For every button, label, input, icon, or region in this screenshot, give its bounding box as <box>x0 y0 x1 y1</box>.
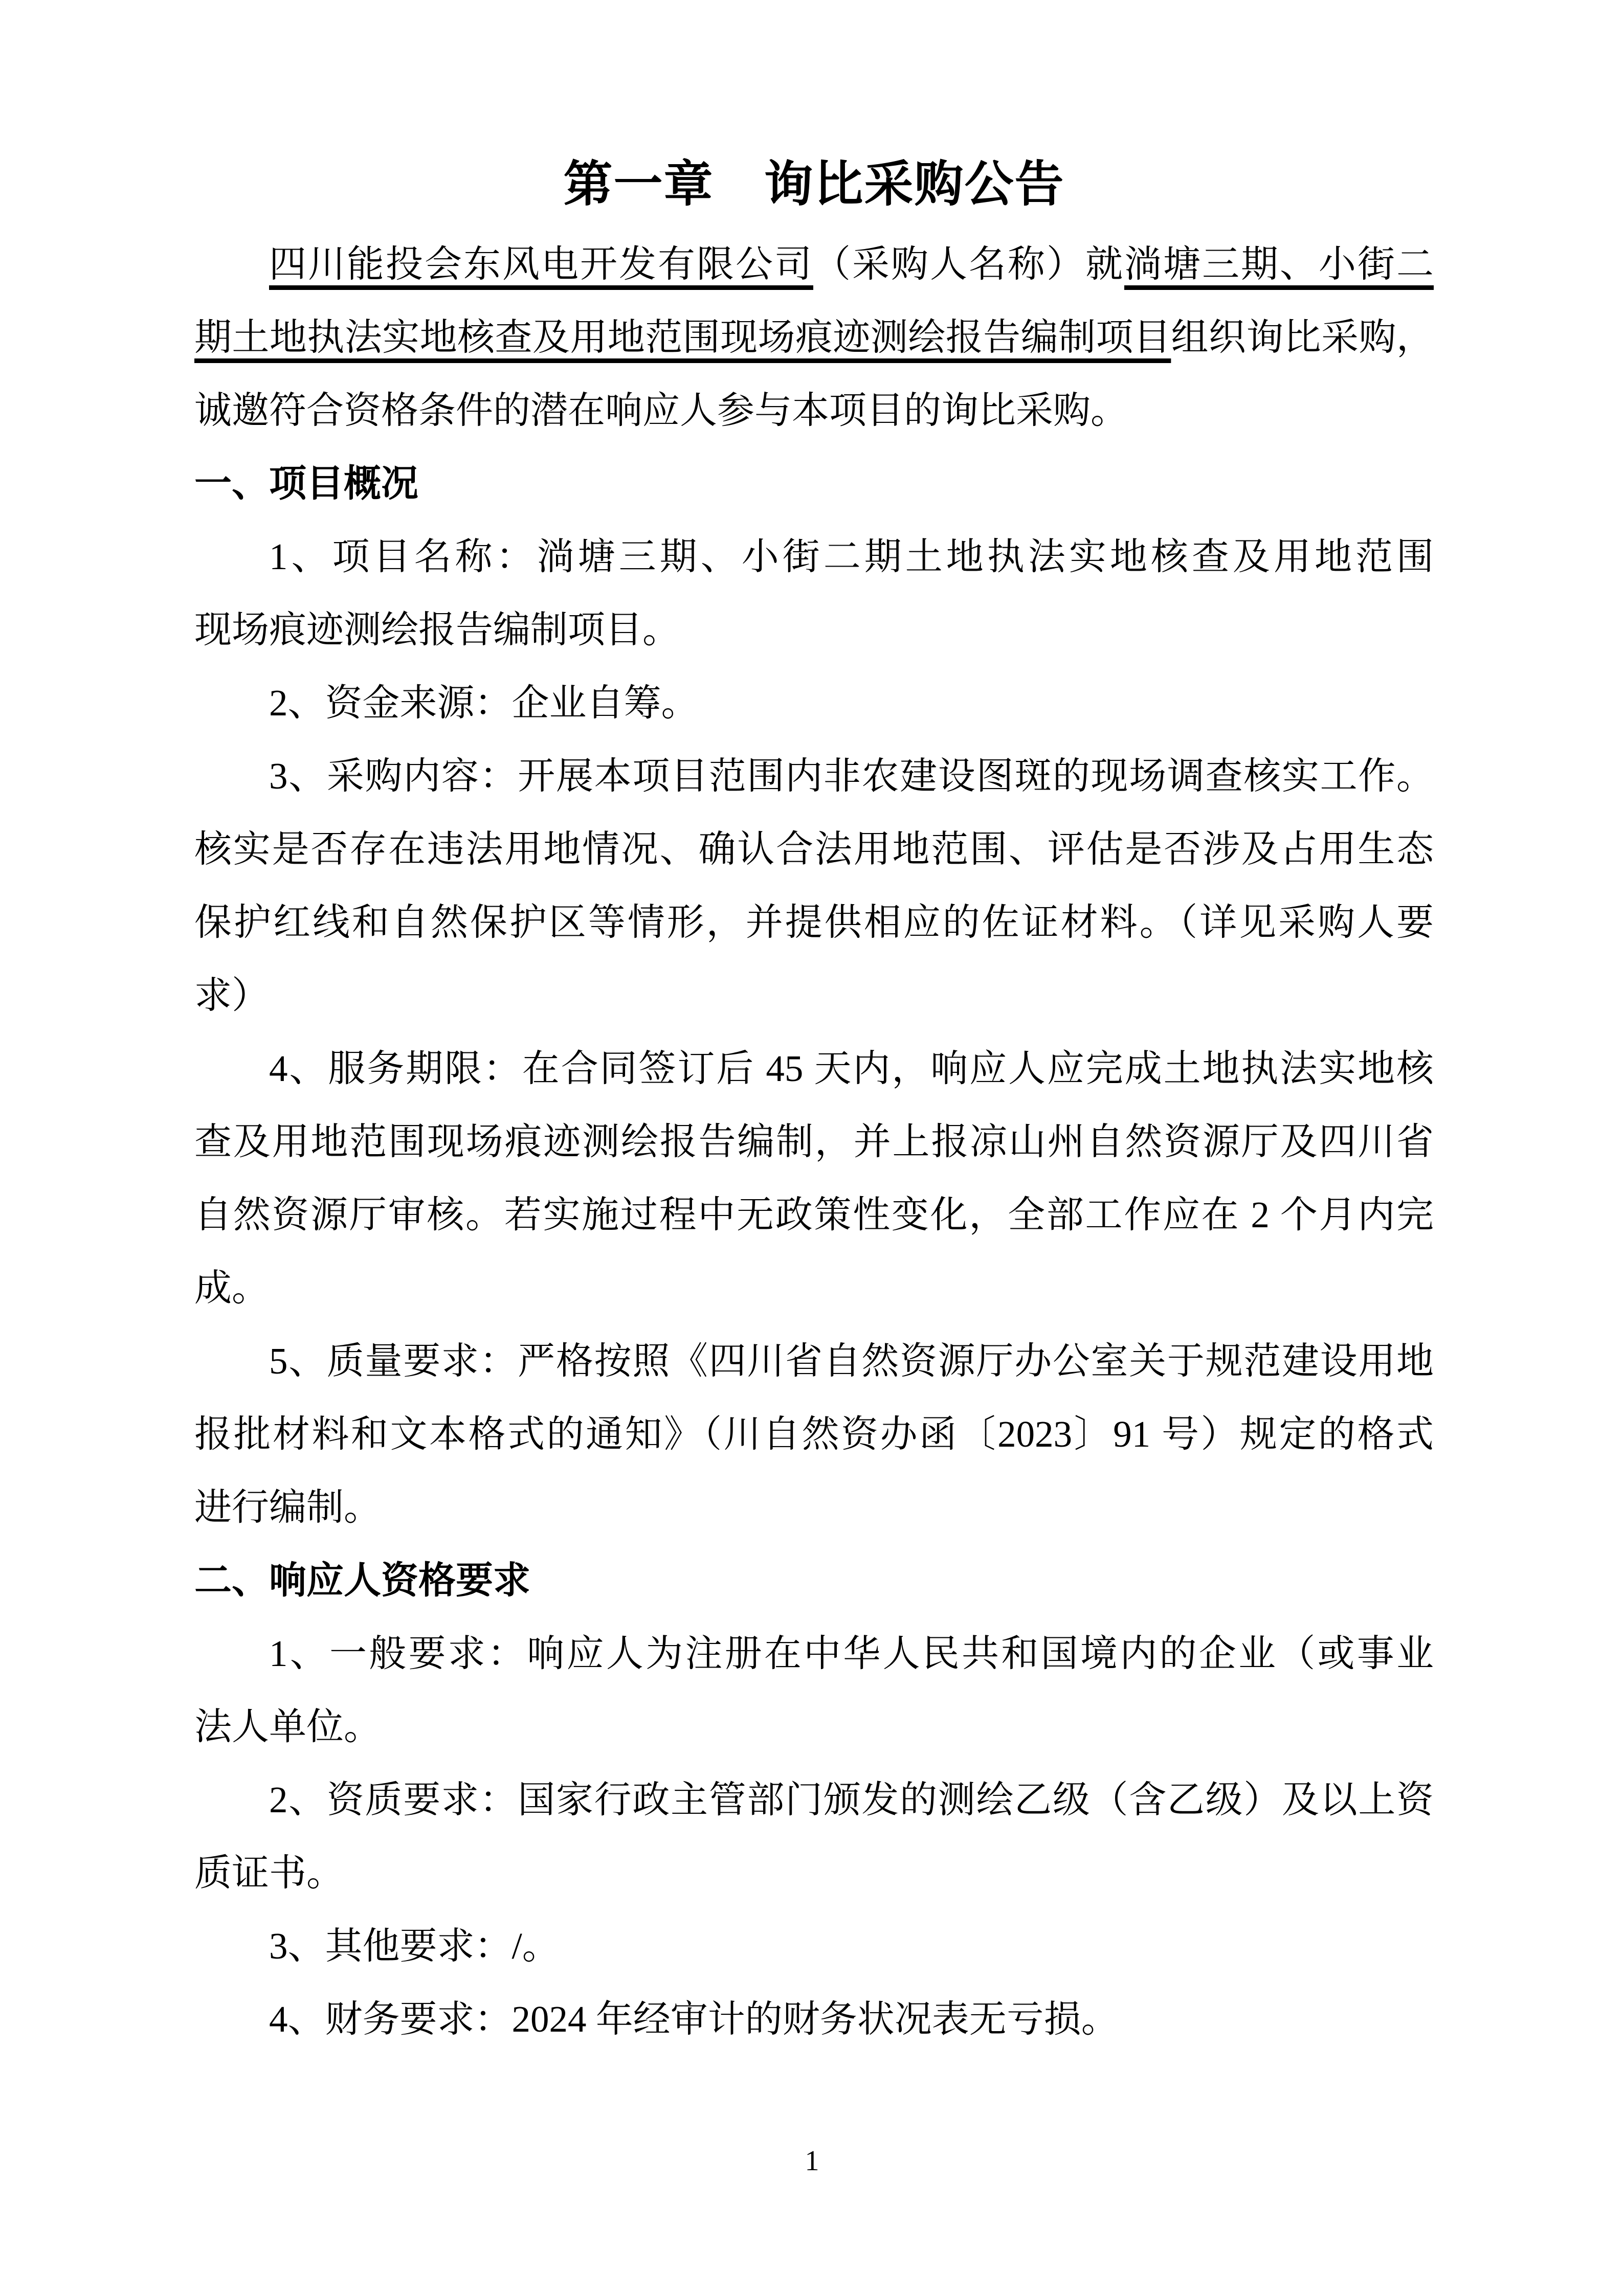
underlined-text: 淌塘三期、小街二 <box>1124 243 1434 285</box>
item-1-3-line-4 <box>194 959 1434 1032</box>
text: 1、一般要求：响应人为注册在中华人民共和国境内的企业（或事业 <box>269 1633 1434 1674</box>
text: 5、质量要求：严格按照《四川省自然资源厅办公室关于规范建设用地 <box>269 1340 1434 1382</box>
intro-line-3 <box>194 374 1434 447</box>
item-1-1-line-2 <box>194 593 1434 666</box>
intro-line-2 <box>194 301 1434 374</box>
text: 2、资质要求：国家行政主管部门颁发的测绘乙级（含乙级）及以上资 <box>269 1779 1434 1820</box>
text: 一、项目概况 <box>194 463 418 504</box>
item-1-5-line-3 <box>194 1471 1434 1544</box>
text: （采购人名称）就 <box>813 243 1124 285</box>
item-2-1-line-1 <box>194 1617 1434 1690</box>
text: 核实是否存在违法用地情况、确认合法用地范围、评估是否涉及占用生态 <box>194 828 1434 870</box>
text: 4、服务期限：在合同签订后 45 天内，响应人应完成土地执法实地核 <box>269 1048 1434 1089</box>
intro-line-1 <box>194 228 1434 301</box>
item-2-3 <box>194 1909 1434 1983</box>
item-1-3-line-2 <box>194 813 1434 886</box>
item-1-4-line-4 <box>194 1251 1434 1324</box>
text: 2、资金来源：企业自筹。 <box>269 682 699 724</box>
text: 3、采购内容：开展本项目范围内非农建设图斑的现场调查核实工作。 <box>269 755 1434 797</box>
item-1-2 <box>194 666 1434 739</box>
item-2-2-line-2 <box>194 1836 1434 1909</box>
text: 质证书。 <box>194 1852 344 1894</box>
item-1-4-line-1 <box>194 1032 1434 1105</box>
document-lines <box>194 228 1434 2056</box>
document-title: 第一章 询比采购公告 <box>563 157 1065 212</box>
text: 进行编制。 <box>194 1487 381 1528</box>
text: 保护红线和自然保护区等情形，并提供相应的佐证材料。（详见采购人要 <box>194 902 1434 943</box>
item-1-5-line-2 <box>194 1398 1434 1471</box>
text: 成。 <box>194 1267 269 1309</box>
underlined-text: 四川能投会东风电开发有限公司 <box>269 243 813 285</box>
text: 现场痕迹测绘报告编制项目。 <box>194 609 680 650</box>
item-1-4-line-3 <box>194 1178 1434 1251</box>
heading-section-2 <box>194 1544 1434 1617</box>
heading-section-1 <box>194 447 1434 520</box>
text: 求） <box>194 975 269 1016</box>
text: 报批材料和文本格式的通知》（川自然资办函〔2023〕91 号）规定的格式 <box>194 1413 1434 1455</box>
text: 二、响应人资格要求 <box>194 1560 530 1601</box>
text: 查及用地范围现场痕迹测绘报告编制，并上报凉山州自然资源厅及四川省 <box>194 1121 1434 1162</box>
item-2-1-line-2 <box>194 1690 1434 1763</box>
text: 诚邀符合资格条件的潜在响应人参与本项目的询比采购。 <box>194 390 1128 431</box>
text: 3、其他要求：/。 <box>269 1925 560 1967</box>
document-body <box>194 152 1434 2056</box>
text: 1、项目名称：淌塘三期、小街二期土地执法实地核查及用地范围 <box>269 536 1434 577</box>
item-1-1-line-1 <box>194 520 1434 593</box>
text: 法人单位。 <box>194 1706 381 1747</box>
item-1-5-line-1 <box>194 1324 1434 1398</box>
item-2-4 <box>194 1983 1434 2056</box>
item-1-3-line-3 <box>194 886 1434 959</box>
underlined-text: 期土地执法实地核查及用地范围现场痕迹测绘报告编制项目 <box>194 317 1171 358</box>
text: 组织询比采购， <box>1171 317 1434 358</box>
page-number: 1 <box>805 2145 819 2177</box>
item-2-2-line-1 <box>194 1763 1434 1836</box>
text: 自然资源厅审核。若实施过程中无政策性变化，全部工作应在 2 个月内完 <box>194 1194 1434 1235</box>
text: 4、财务要求：2024 年经审计的财务状况表无亏损。 <box>269 1998 1119 2040</box>
item-1-3-line-1 <box>194 739 1434 813</box>
item-1-4-line-2 <box>194 1105 1434 1178</box>
